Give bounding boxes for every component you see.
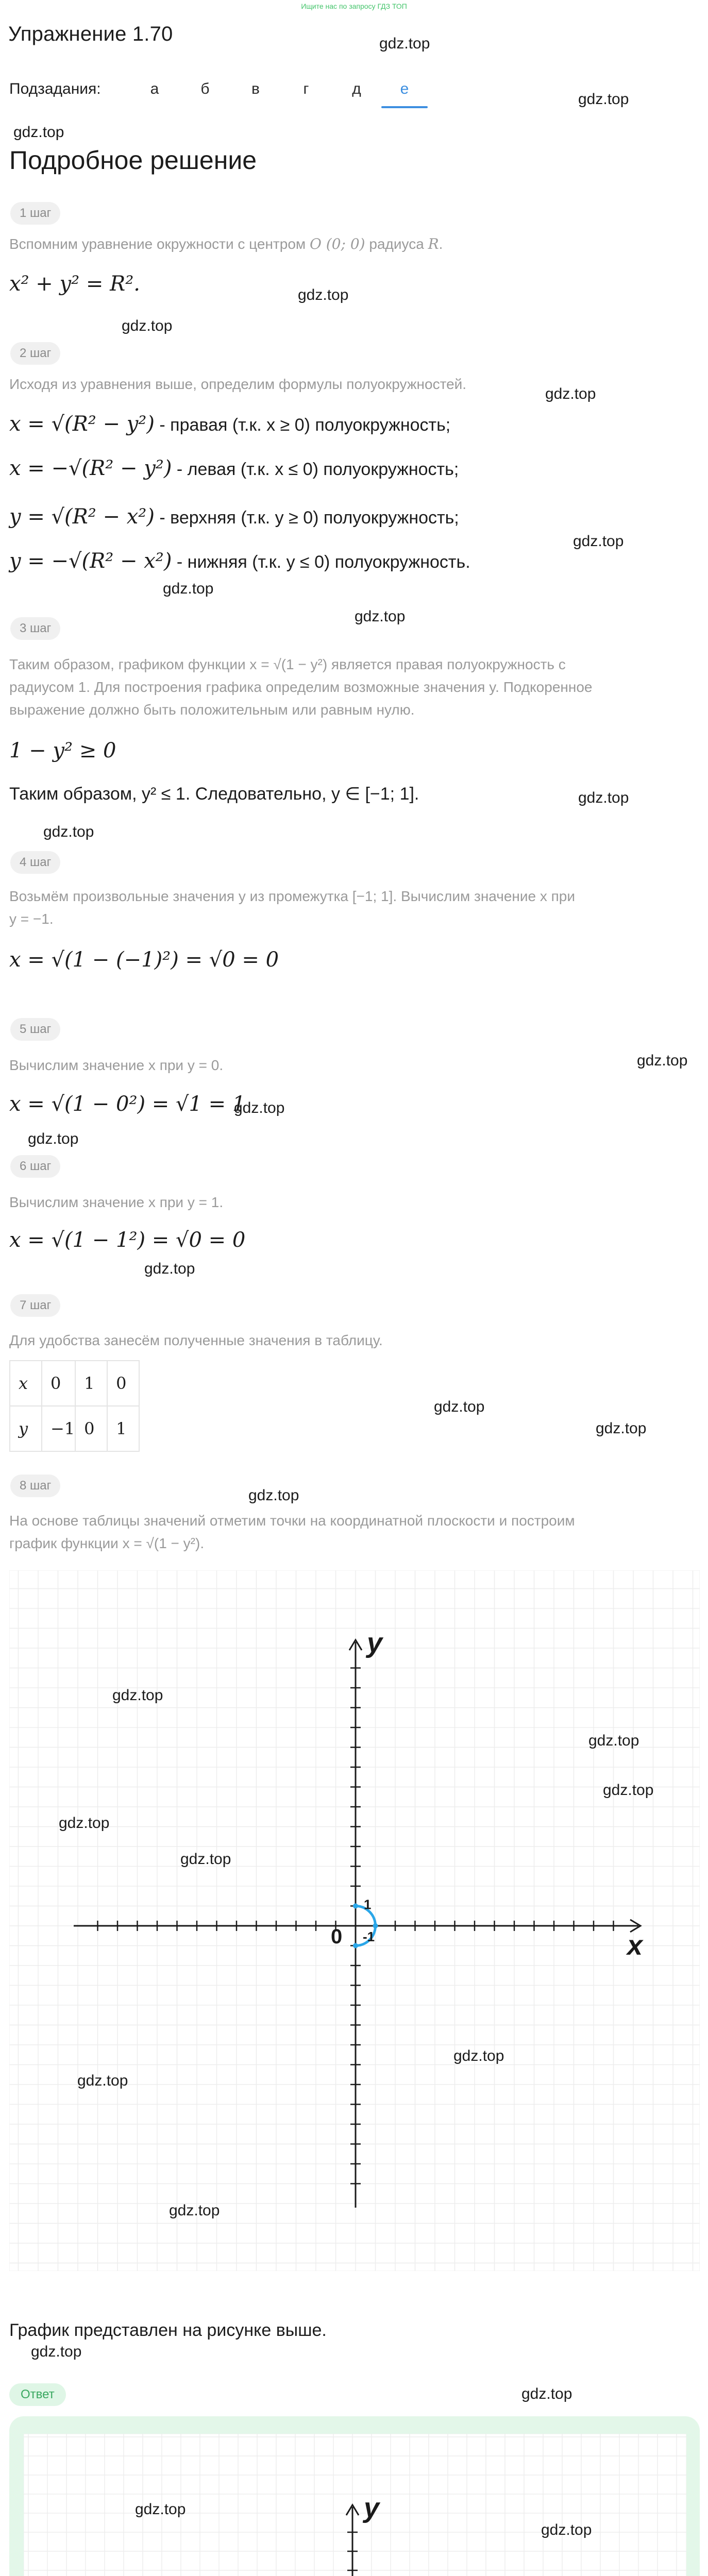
formula: x = √(1 − 1²) = √0 = 0 [9, 1228, 246, 1252]
step-text: На основе таблицы значений отметим точки на координатной плоскости и построим [9, 1513, 575, 1529]
line-text: - нижняя (т.к. y ≤ 0) полуокружность. [172, 552, 470, 572]
watermark: gdz.top [541, 2521, 592, 2538]
table-cell: 0 [107, 1361, 139, 1406]
watermark: gdz.top [298, 286, 349, 303]
table-cell: y [10, 1406, 42, 1451]
step-text: выражение должно быть положительным или равным нулю. [9, 702, 415, 718]
watermark: gdz.top [596, 1420, 647, 1437]
graph-background [24, 2434, 686, 2576]
watermark: gdz.top [521, 2385, 572, 2402]
table-cell: 0 [42, 1361, 75, 1406]
answer-coordinate-graph [24, 2434, 686, 2576]
watermark: gdz.top [588, 1732, 639, 1749]
step-pill: 3 шаг [10, 617, 60, 640]
table-cell: 1 [75, 1361, 107, 1406]
formula: x = √(1 − (−1)²) = √0 = 0 [9, 948, 279, 972]
origin-label: 0 [331, 1925, 343, 1948]
conclusion: Таким образом, y² ≤ 1. Следовательно, y ∈ [−1; 1]. [9, 784, 419, 804]
tab-g[interactable]: г [303, 80, 309, 97]
step-text-part: Вспомним уравнение окружности с центром [9, 236, 310, 252]
tab-v[interactable]: в [251, 80, 260, 97]
watermark: gdz.top [434, 1398, 485, 1415]
step-text: график функции x = √(1 − y²). [9, 1535, 205, 1551]
answer-pill: Ответ [9, 2383, 66, 2406]
watermark: gdz.top [180, 1851, 231, 1868]
step-text: y = −1. [9, 911, 54, 927]
tab-b[interactable]: б [200, 80, 210, 97]
tab-d[interactable]: д [352, 80, 361, 97]
step-text: Таким образом, графиком функции x = √(1 − y²) является правая полуокружность с [9, 656, 566, 672]
values-table-grid [9, 1360, 140, 1452]
step-pill: 2 шаг [10, 342, 60, 365]
watermark: gdz.top [355, 608, 406, 625]
math-inline: O (0; 0) [309, 235, 365, 252]
step-pill: 1 шаг [10, 202, 60, 225]
watermark: gdz.top [573, 533, 624, 550]
watermark: gdz.top [59, 1815, 110, 1832]
formula: y = −√(R² − x²) [9, 549, 172, 573]
watermark: gdz.top [379, 35, 430, 52]
watermark: gdz.top [163, 580, 214, 597]
step-text: Возьмём произвольные значения y из промежутка [−1; 1]. Вычислим значение x при [9, 888, 576, 904]
watermark: gdz.top [578, 789, 629, 806]
tab-a[interactable]: а [150, 80, 159, 97]
watermark: gdz.top [144, 1260, 195, 1277]
y-axis-label: y [364, 2493, 380, 2523]
table-cell: x [10, 1361, 42, 1406]
step-text [9, 233, 443, 256]
tick-label-minus-1: -1 [363, 1929, 375, 1944]
watermark: gdz.top [112, 1687, 163, 1704]
watermark: gdz.top [169, 2202, 220, 2219]
watermark: gdz.top [135, 2501, 186, 2518]
table-row [10, 1406, 139, 1451]
step-pill: 5 шаг [10, 1018, 60, 1041]
formula: x² + y² = R². [9, 272, 140, 296]
step-text: радиусом 1. Для построения графика определим возможные значения y. Подкоренное [9, 679, 593, 695]
active-tab-indicator [381, 106, 428, 108]
page-title: Упражнение 1.70 [8, 23, 173, 45]
watermark: gdz.top [28, 1130, 79, 1147]
table-cell: 1 [107, 1406, 139, 1451]
watermark: gdz.top [248, 1487, 299, 1504]
watermark: gdz.top [453, 2047, 504, 2064]
table-row [10, 1361, 139, 1406]
values-table [9, 1360, 140, 1452]
point-x-1 [373, 1923, 378, 1928]
step-pill: 4 шаг [10, 851, 60, 874]
step-pill: 6 шаг [10, 1155, 60, 1178]
step-text: Вычислим значение x при y = 1. [9, 1194, 224, 1210]
formula: x = √(1 − 0²) = √1 = 1 [9, 1092, 246, 1116]
watermark: gdz.top [603, 1782, 654, 1799]
watermark: gdz.top [13, 124, 64, 141]
coordinate-graph [9, 1570, 700, 2271]
table-cell: −1 [42, 1406, 75, 1451]
step-pill: 7 шаг [10, 1294, 60, 1317]
watermark: gdz.top [637, 1052, 688, 1069]
solution-heading: Подробное решение [9, 146, 257, 175]
watermark: gdz.top [578, 91, 629, 108]
line-text: - верхняя (т.к. y ≥ 0) полуокружность; [154, 508, 459, 528]
watermark: gdz.top [77, 2072, 128, 2089]
step-text: Для удобства занесём полученные значения в таблицу. [9, 1332, 383, 1348]
semicircle-line [9, 505, 459, 530]
point-y-minus-1 [353, 1943, 358, 1948]
formula: y = √(R² − x²) [9, 505, 155, 529]
y-axis-label: y [367, 1628, 383, 1658]
formula: x = √(R² − y²) [9, 412, 155, 436]
table-cell: 0 [75, 1406, 107, 1451]
watermark: gdz.top [122, 317, 173, 334]
line-text: - левая (т.к. x ≤ 0) полуокружность; [172, 460, 459, 479]
line-text: - правая (т.к. x ≥ 0) полуокружность; [154, 415, 451, 435]
graph-background [9, 1570, 700, 2271]
watermark: gdz.top [31, 2343, 82, 2360]
step-text-part: . [439, 236, 443, 252]
tab-e[interactable]: е [400, 80, 409, 97]
formula: 1 − y² ≥ 0 [9, 739, 116, 762]
top-search-link[interactable]: Ищите нас по запросу ГДЗ ТОП [301, 2, 407, 10]
subtasks-label: Подзадания: [9, 80, 101, 97]
watermark: gdz.top [234, 1099, 285, 1116]
x-axis-label: x [627, 1930, 643, 1961]
math-inline: R [428, 235, 439, 252]
semicircle-line [9, 549, 470, 574]
semicircle-line [9, 456, 459, 481]
watermark: gdz.top [545, 385, 596, 402]
watermark: gdz.top [43, 823, 94, 840]
formula: x = −√(R² − y²) [9, 456, 172, 480]
graph-caption: График представлен на рисунке выше. [9, 2320, 327, 2340]
step-text: Вычислим значение x при y = 0. [9, 1057, 224, 1073]
point-y-1 [353, 1904, 358, 1909]
step-pill: 8 шаг [10, 1475, 60, 1497]
step-text: Исходя из уравнения выше, определим формулы полуокружностей. [9, 376, 467, 392]
semicircle-line [9, 412, 450, 437]
step-text-part: радиуса [365, 236, 428, 252]
tick-label-1: 1 [364, 1896, 372, 1912]
